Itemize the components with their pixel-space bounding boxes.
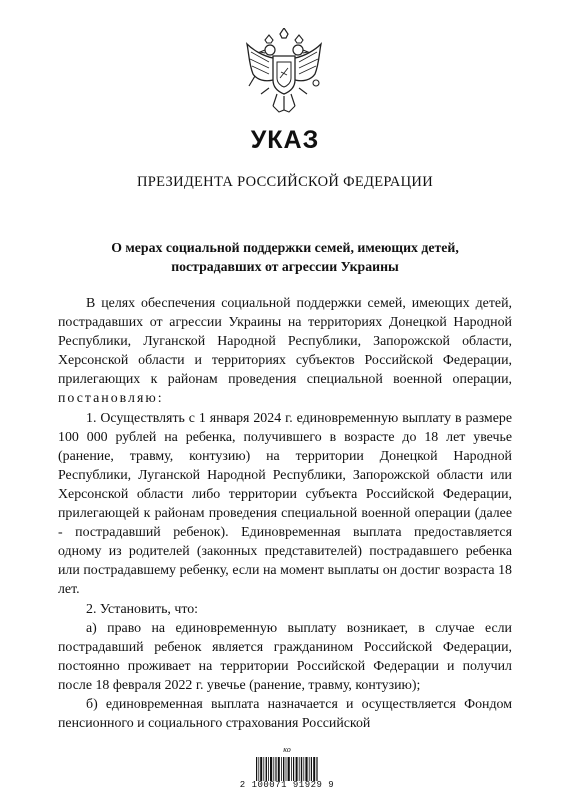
decree-title-line: О мерах социальной поддержки семей, имеющих детей, [111,240,459,255]
barcode [256,746,318,781]
double-headed-eagle-coat-of-arms-icon [243,28,325,118]
decree-title [70,238,500,276]
resolve-word: постановляю: [58,391,164,407]
barcode-number: 2 100071 91929 9 [239,780,335,790]
item-2a-paragraph: а) право на единовременную выплату возникает, в случае если пострадавший ребенок является гражданином Российской Федерации, постоянно проживает на территории Российской Федерации и получил после 18 февраля 2022 г. увечье (ранение, травму, контузию); [58,620,512,693]
decree-title-line: пострадавших от агрессии Украины [171,259,399,274]
barcode-tag: ко [283,745,291,754]
item-1-paragraph: 1. Осуществлять с 1 января 2024 г. единовременную выплату в размере 100 000 рублей на ребенка, получившего в возрасте до 18 лет увечье (ранение, травму, контузию) на территории Донецкой Народной Республики, Луганской Народной Республики, Запорожской области или Херсонской области либо территории субъекта Российской Федерации, прилегающей к районам проведения специальной военной операции (далее - пострадавший ребенок). Единовременная выплата предоставляется одному из родителей (законных представителей) пострадавшего ребенка или пострадавшему ребенку, если на момент выплаты он достиг возраста 18 лет. [58,410,512,598]
decree-body [58,294,512,733]
preamble-text: В целях обеспечения социальной поддержки семей, имеющих детей, пострадавших от агрессии Украины на территориях Донецкой Народной Республики, Луганской Народной Республики, Запорожской области, Херсонской области и территориях субъектов Российской Федерации, прилегающих к районам проведения специальной военной операции, [58,296,512,388]
item-2b-paragraph: б) единовременная выплата назначается и осуществляется Фондом пенсионного и социального страхования Российской [58,696,512,732]
item-2-paragraph: 2. Установить, что: [86,601,199,617]
barcode-bars-icon [256,757,318,781]
issuer-heading: ПРЕЗИДЕНТА РОССИЙСКОЙ ФЕДЕРАЦИИ [137,174,433,190]
document-type-heading: УКАЗ [250,126,320,154]
preamble-paragraph [58,294,512,409]
